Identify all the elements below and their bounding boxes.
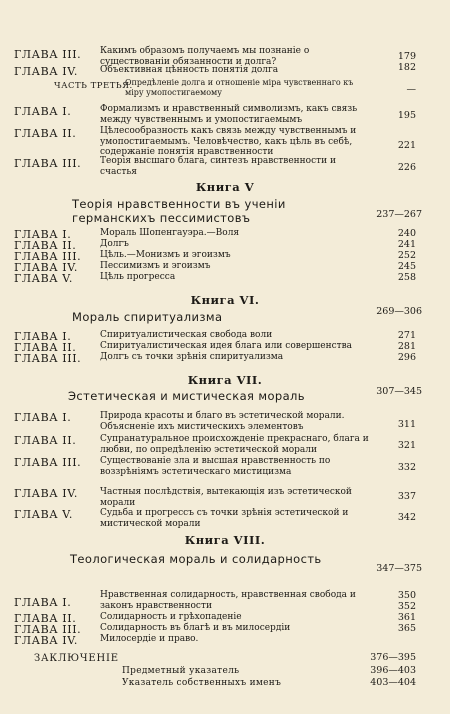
chapter-label: ГЛАВА III. bbox=[14, 456, 82, 469]
chapter-label: ГЛАВА II. bbox=[14, 239, 77, 252]
part-title: Опредѣленіе долга и отношеніе міра чувственнаго къ міру умопостигаемому bbox=[125, 78, 354, 97]
page-number: 352 bbox=[397, 601, 416, 612]
chapter-label: ГЛАВА III. bbox=[14, 352, 82, 365]
section-page-range: 269—306 bbox=[376, 306, 422, 317]
section-title: Теологическая мораль и солидарность bbox=[70, 552, 322, 566]
page-number: 321 bbox=[397, 440, 416, 451]
book-heading: Книга V bbox=[195, 180, 255, 194]
section-page-range: 307—345 bbox=[376, 386, 422, 397]
chapter-label: ГЛАВА IV. bbox=[14, 65, 78, 78]
page-number: 182 bbox=[397, 62, 416, 73]
book-heading: Книга VII. bbox=[187, 373, 263, 387]
chapter-title: Милосердіе и право. bbox=[100, 634, 199, 644]
page-number: 271 bbox=[397, 330, 416, 341]
page-number: — bbox=[406, 84, 416, 95]
chapter-label: ГЛАВА II. bbox=[14, 127, 77, 140]
page-number: 332 bbox=[397, 462, 416, 473]
chapter-label: ГЛАВА IV. bbox=[14, 487, 78, 500]
page-number: 226 bbox=[397, 162, 416, 173]
chapter-label: ГЛАВА II. bbox=[14, 341, 77, 354]
page-number: 252 bbox=[397, 250, 416, 261]
chapter-title: Пессимизмъ и эгоизмъ bbox=[100, 261, 211, 271]
page-number: 281 bbox=[397, 341, 416, 352]
chapter-label: ГЛАВА V. bbox=[14, 508, 74, 521]
page-number: 179 bbox=[397, 51, 416, 62]
chapter-title: Солидарность и грѣхопаденіе bbox=[100, 612, 242, 622]
chapter-title: Цѣль прогресса bbox=[100, 272, 176, 282]
chapter-title: Теорія высшаго блага, синтезъ нравственности и счастья bbox=[100, 156, 336, 177]
chapter-title: Какимъ образомъ получаемъ мы познаніе о существованіи обязанности и долга? bbox=[100, 46, 310, 67]
section-page-range: 347—375 bbox=[376, 563, 422, 574]
chapter-title: Формализмъ и нравственный символизмъ, какъ связь между чувственнымъ и умопостигаемымъ bbox=[100, 104, 358, 125]
chapter-title: Частныя послѣдствія, вытекающія изъ эстетической морали bbox=[100, 487, 352, 508]
chapter-title: Цѣль.—Монизмъ и эгоизмъ bbox=[100, 250, 231, 260]
chapter-label: ГЛАВА I. bbox=[14, 228, 72, 241]
chapter-title: Долгъ съ точки зрѣнія спиритуализма bbox=[100, 352, 284, 362]
page-number: 241 bbox=[397, 239, 416, 250]
chapter-label: ГЛАВА V. bbox=[14, 272, 74, 285]
names-index-label: Указатель собственныхъ именъ bbox=[122, 678, 282, 688]
chapter-label: ГЛАВА I. bbox=[14, 330, 72, 343]
chapter-title: Солидарность въ благѣ и въ милосердіи bbox=[100, 623, 291, 633]
chapter-label: ГЛАВА I. bbox=[14, 105, 72, 118]
page-number: 365 bbox=[397, 623, 416, 634]
conclusion-label: ЗАКЛЮЧЕНІЕ bbox=[34, 653, 119, 664]
page-range: 403—404 bbox=[370, 677, 416, 688]
chapter-label: ГЛАВА II. bbox=[14, 434, 77, 447]
chapter-label: ГЛАВА II. bbox=[14, 612, 77, 625]
chapter-title: Цѣлесообразность какъ связь между чувственнымъ и умопостигаемымъ. Человѣчество, какъ цѣль въ себѣ, содержаніе понятія нравственности bbox=[100, 126, 357, 157]
page-number: 258 bbox=[397, 272, 416, 283]
page-number: 342 bbox=[397, 512, 416, 523]
section-title: Эстетическая и мистическая мораль bbox=[68, 389, 305, 403]
chapter-title: Нравственная солидарность, нравственная свобода и законъ нравственности bbox=[100, 590, 356, 611]
chapter-label: ГЛАВА III. bbox=[14, 157, 82, 170]
page-numbers bbox=[398, 590, 416, 612]
chapter-title: Объективная цѣнность понятія долга bbox=[100, 65, 279, 75]
chapter-title: Спиритуалистическая свобода воли bbox=[100, 330, 273, 340]
page-number: 311 bbox=[397, 419, 416, 430]
chapter-label: ГЛАВА I. bbox=[14, 596, 72, 609]
page-range: 396—403 bbox=[370, 665, 416, 676]
page-number: 245 bbox=[397, 261, 416, 272]
section-page-range: 237—267 bbox=[376, 209, 422, 220]
chapter-title: Судьба и прогрессъ съ точки зрѣнія эстетической и мистической морали bbox=[100, 508, 349, 529]
page-number: 337 bbox=[397, 491, 416, 502]
page-range: 376—395 bbox=[370, 652, 416, 663]
book-heading: Книга VI. bbox=[190, 293, 260, 307]
subject-index-label: Предметный указатель bbox=[122, 666, 240, 676]
page-number: 221 bbox=[397, 140, 416, 151]
chapter-label: ГЛАВА IV. bbox=[14, 261, 78, 274]
chapter-label: ГЛАВА I. bbox=[14, 411, 72, 424]
chapter-title: Мораль Шопенгауэра.—Воля bbox=[100, 228, 240, 238]
page-number: 296 bbox=[397, 352, 416, 363]
chapter-title: Существованіе зла и высшая нравственность по воззрѣніямъ эстетическаго мистицизма bbox=[100, 456, 331, 477]
page-number: 361 bbox=[397, 612, 416, 623]
book-heading: Книга VIII. bbox=[184, 533, 266, 547]
chapter-title: Спиритуалистическая идея блага или совершенства bbox=[100, 341, 353, 351]
page-number: 195 bbox=[397, 110, 416, 121]
part-label: ЧАСТЬ ТРЕТЬЯ. bbox=[54, 81, 133, 91]
chapter-title: Долгъ bbox=[100, 239, 129, 249]
chapter-label: ГЛАВА IV. bbox=[14, 634, 78, 647]
chapter-title: Природа красоты и благо въ эстетической морали. Объясненіе ихъ мистическихъ элементовъ bbox=[100, 411, 345, 432]
chapter-title: Супранатуральное происхожденіе прекраснаго, блага и любви, по опредѣленію эстетической морали bbox=[100, 434, 369, 455]
page-number: 350 bbox=[397, 590, 416, 601]
chapter-label: ГЛАВА III. bbox=[14, 48, 82, 61]
section-title: Мораль спиритуализма bbox=[72, 310, 223, 324]
chapter-label: ГЛАВА III. bbox=[14, 623, 82, 636]
chapter-label: ГЛАВА III. bbox=[14, 250, 82, 263]
page-number: 240 bbox=[397, 228, 416, 239]
section-title: Теорія нравственности въ ученіи германскихъ пессимистовъ bbox=[72, 197, 286, 225]
